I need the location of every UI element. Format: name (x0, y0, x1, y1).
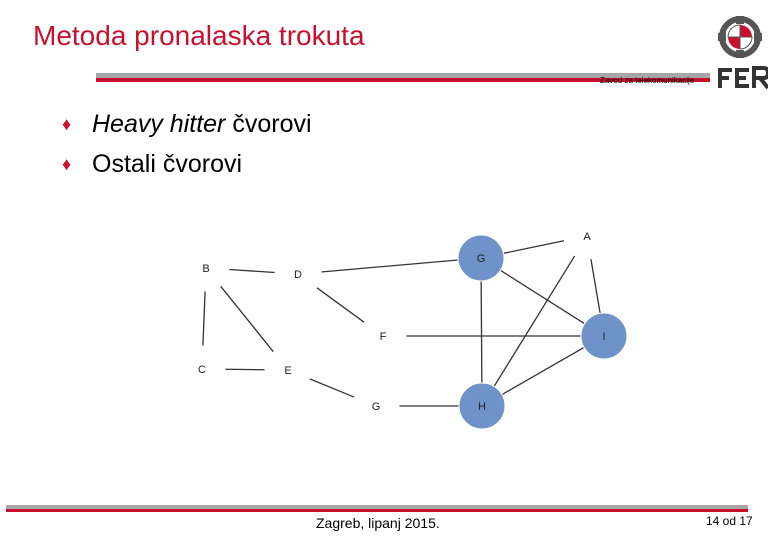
graph-edge-A-I (591, 259, 600, 314)
graph-edge-A-H (494, 256, 575, 387)
page-number: 14 od 17 (706, 514, 753, 528)
graph-edge-B-C (203, 291, 205, 346)
footer-text: Zagreb, lipanj 2015. (316, 515, 440, 531)
graph-edge-D-F (317, 288, 365, 323)
graph-edge-G1-I (500, 270, 584, 323)
graph-edge-B-D (229, 269, 275, 272)
graph-node-label-G1: G (476, 253, 486, 265)
graph-node-label-H: H (478, 401, 486, 413)
diamond-bullet-icon: ♦ (62, 113, 72, 134)
graph-node-label-A: A (583, 231, 591, 243)
graph-node-label-E: E (284, 365, 292, 377)
graph-node-label-F: F (379, 331, 387, 343)
graph-edge-E-G2 (309, 379, 354, 398)
graph-node-label-I: I (602, 331, 606, 343)
graph-edge-G1-H (481, 281, 482, 383)
graph-node-label-C: C (198, 364, 206, 376)
graph-node-label-G2: G (371, 401, 381, 413)
graph-node-label-D: D (294, 269, 302, 281)
bullet-italic: Heavy hitter (92, 109, 226, 138)
footer-divider-red (6, 509, 748, 512)
department-label: Zavod za telekomunikacije (600, 76, 695, 85)
bullet-suffix: Ostali čvorovi (92, 149, 243, 178)
diamond-bullet-icon: ♦ (62, 153, 72, 174)
graph-edge-B-E (220, 286, 273, 352)
graph-edge-G1-A (504, 241, 565, 254)
graph-node-label-B: B (202, 263, 210, 275)
slide-title: Metoda pronalaska trokuta (33, 20, 365, 51)
bullet-suffix: čvorovi (225, 109, 312, 138)
graph-edge-D-G1 (321, 260, 458, 272)
